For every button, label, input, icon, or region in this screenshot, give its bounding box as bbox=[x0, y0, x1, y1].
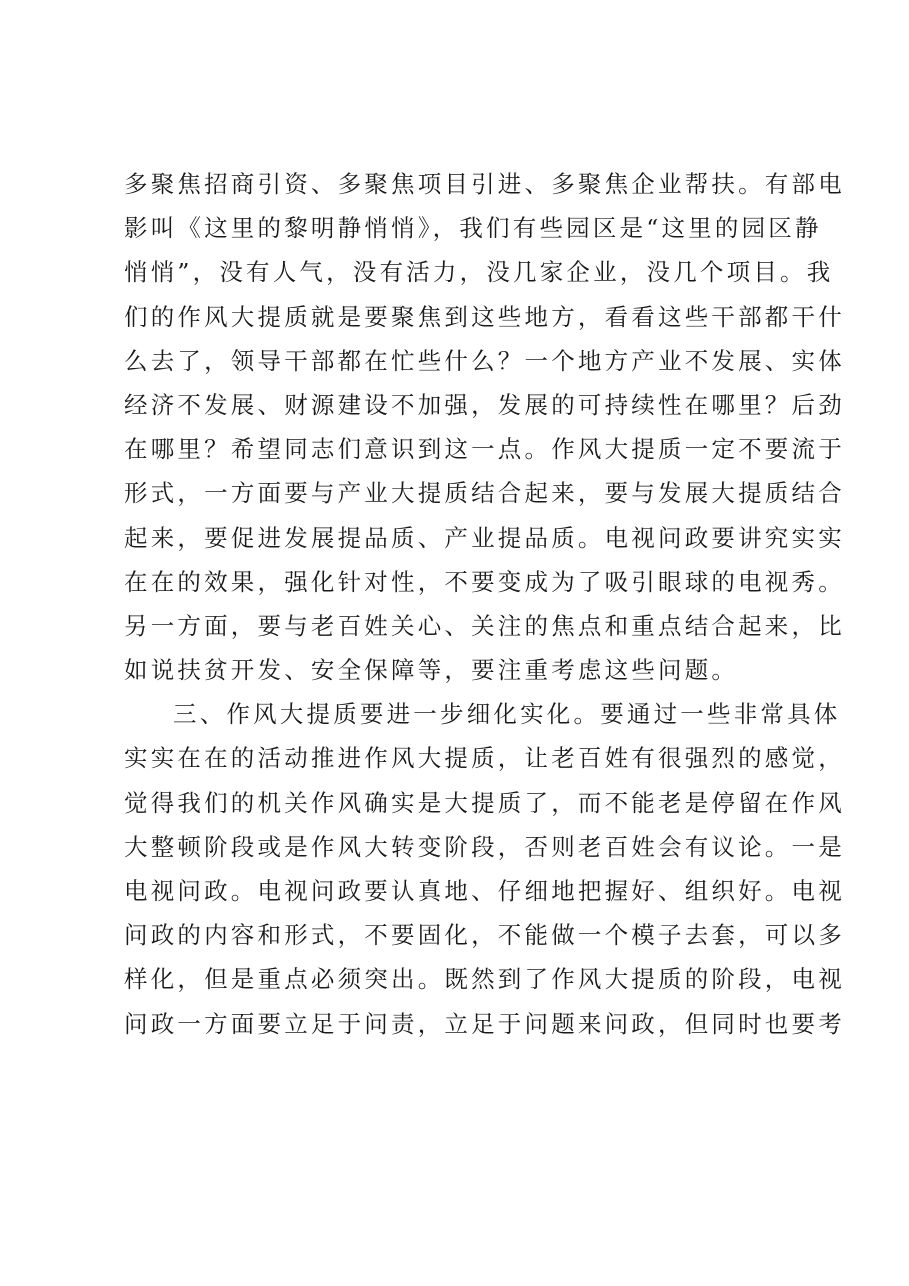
text-line: 在哪里？希望同志们意识到这一点。作风大提质一定不要流于 bbox=[124, 435, 845, 464]
text-line: 起来，要促进发展提品质、产业提品质。电视问政要讲究实实 bbox=[124, 523, 845, 552]
text-line: 么去了，领导干部都在忙些什么？一个地方产业不发展、实体 bbox=[124, 346, 845, 375]
text-line: 觉得我们的机关作风确实是大提质了，而不能老是停留在作风 bbox=[124, 788, 845, 817]
paragraph-2 bbox=[124, 692, 845, 1046]
text-line: 影叫《这里的黎明静悄悄》，我们有些园区是“这里的园区静 bbox=[124, 214, 822, 243]
text-line: 多聚焦招商引资、多聚焦项目引进、多聚焦企业帮扶。有部电 bbox=[124, 170, 845, 198]
text-line: 问政的内容和形式，不要固化，不能做一个模子去套，可以多 bbox=[124, 921, 845, 950]
text-line: 经济不发展、财源建设不加强，发展的可持续性在哪里？后劲 bbox=[124, 390, 845, 419]
body-text bbox=[124, 162, 845, 1046]
text-line: 电视问政。电视问政要认真地、仔细地把握好、组织好。电视 bbox=[124, 877, 845, 905]
text-line: 在在的效果，强化针对性，不要变成为了吸引眼球的电视秀。 bbox=[124, 567, 845, 596]
text-line: 如说扶贫开发、安全保障等，要注重考虑这些问题。 bbox=[124, 656, 739, 685]
text-line: 问政一方面要立足于问责，立足于问题来问政，但同时也要考 bbox=[124, 1009, 845, 1038]
text-line: 实实在在的活动推进作风大提质，让老百姓有很强烈的感觉， bbox=[124, 744, 845, 773]
paragraph-1 bbox=[124, 162, 845, 692]
text-line: 大整顿阶段或是作风大转变阶段，否则老百姓会有议论。一是 bbox=[124, 832, 845, 861]
text-line: 另一方面，要与老百姓关心、关注的焦点和重点结合起来，比 bbox=[124, 611, 845, 640]
text-line: 形式，一方面要与产业大提质结合起来，要与发展大提质结合 bbox=[124, 479, 845, 508]
text-line: 样化，但是重点必须突出。既然到了作风大提质的阶段，电视 bbox=[124, 965, 845, 994]
text-line: 悄悄”，没有人气，没有活力，没几家企业，没几个项目。我 bbox=[124, 258, 834, 287]
text-line: 们的作风大提质就是要聚焦到这些地方，看看这些干部都干什 bbox=[124, 302, 845, 331]
text-line: 三、作风大提质要进一步细化实化。要通过一些非常具体 bbox=[173, 700, 841, 729]
